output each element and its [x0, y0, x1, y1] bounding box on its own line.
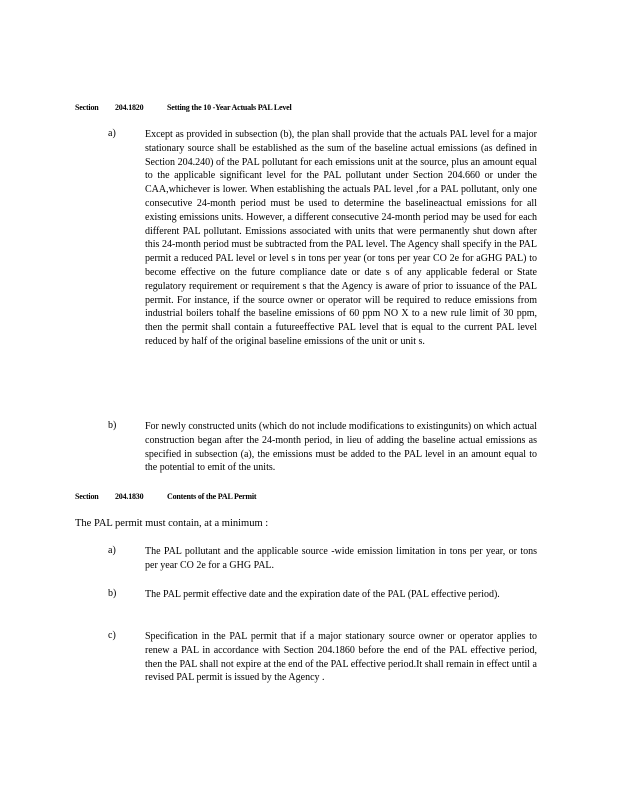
- section-title: Setting the 10 -Year Actuals PAL Level: [167, 103, 292, 112]
- section-intro: The PAL permit must contain, at a minimum :: [75, 518, 269, 529]
- section-title: Contents of the PAL Permit: [167, 492, 257, 501]
- subsection-marker: c): [108, 630, 116, 641]
- section-number: 204.1830: [115, 492, 144, 501]
- subsection-text: The PAL pollutant and the applicable source -wide emission limitation in tons per year, or tons per year CO 2e for a GHG PAL.: [145, 546, 537, 571]
- subsection-text: Specification in the PAL permit that if a major stationary source owner or operator applies to renew a PAL in accordance with Section 204.1860 before the end of the PAL effective period, then the PAL shall not expire at the end of the PAL effective period.It shall remain in effect until a revised PAL permit is issued by the Agency .: [145, 631, 537, 684]
- subsection-marker: b): [108, 420, 117, 431]
- subsection-text: For newly constructed units (which do not include modifications to existingunits) on which actual construction began after the 24-month period, in lieu of adding the baseline actual emissions as specified in subsection (a), the emissions must be added to the PAL level in an amount equal to the potential to emit of the units.: [145, 421, 537, 474]
- subsection-text: The PAL permit effective date and the expiration date of the PAL (PAL effective period).: [145, 589, 500, 600]
- subsection-marker: a): [108, 128, 116, 139]
- subsection-marker: a): [108, 545, 116, 556]
- subsection-text: Except as provided in subsection (b), the plan shall provide that the actuals PAL level for a major stationary source shall be established as the sum of the baseline actual emissions (as defined in Section 204.240) of the PAL pollutant for each emissions unit at the source, plus an amount equal to the applicable significant level for the PAL pollutant under Section 204.660 or under the CAA,whichever is lower. When establishing the actuals PAL level ,for a PAL pollutant, only one consecutive 24-month period must be used to determine the baselineactual emissions for all existing emissions units. However, a different consecutive 24-month period may be used for each different PAL pollutant. Emissions associated with units that were permanently shut down after this 24-month period must be subtracted from the PAL level. The Agency shall specify in the PAL permit a reduced PAL level or level s in tons per year (or tons per year CO 2e for aGHG PAL) to become effective on the future compliance date or date s of any applicable federal or State regulatory requirement or requirement s that the Agency is aware of prior to issuance of the PAL permit. For instance, if the source owner or operator will be required to reduce emissions from industrial boilers tohalf the baseline emissions of 60 ppm NO X to a new rule limit of 30 ppm, then the permit shall contain a futureeffective PAL level that is equal to the current PAL level reduced by half of the original baseline emissions of the unit or unit s.: [145, 129, 537, 347]
- subsection-marker: b): [108, 588, 117, 599]
- section-heading-204-1820: [75, 103, 292, 112]
- section-heading-204-1830: [75, 492, 256, 501]
- section-label: Section: [75, 492, 99, 501]
- section-number: 204.1820: [115, 103, 144, 112]
- section-label: Section: [75, 103, 99, 112]
